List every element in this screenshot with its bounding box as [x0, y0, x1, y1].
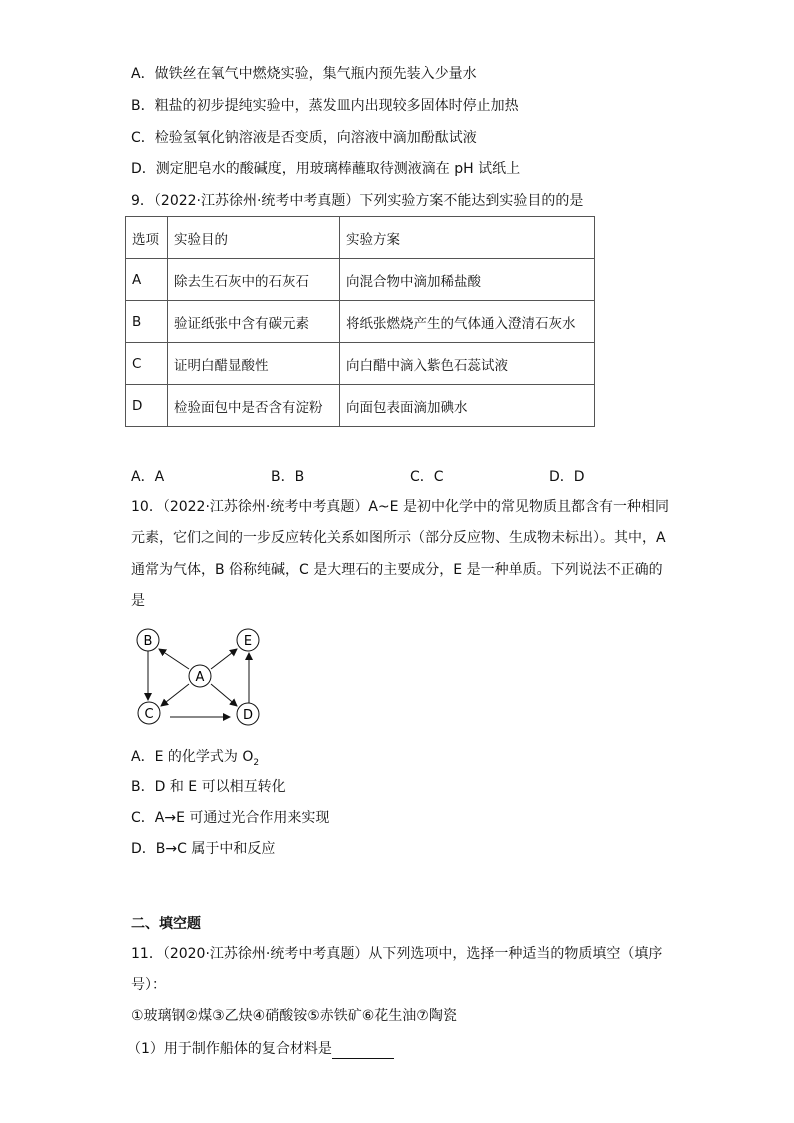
q11-sub-question-1	[127, 1039, 394, 1059]
table-cell: 向面包表面滴加碘水	[340, 385, 595, 427]
node-e-label: E	[243, 634, 253, 649]
q8-option-c: C．检验氢氧化钠溶液是否变质，向溶液中滴加酚酞试液	[131, 130, 477, 146]
table-cell: 除去生石灰中的石灰石	[168, 259, 340, 301]
section-title: 二、填空题	[131, 916, 201, 932]
q11-sub-question-1-text: （1）用于制作船体的复合材料是	[127, 1041, 332, 1057]
table-cell: 向白醋中滴入紫色石蕊试液	[340, 343, 595, 385]
node-c	[138, 702, 160, 724]
arrow-a-to-c	[161, 684, 189, 706]
q10-stem-line-2: 元素，它们之间的一步反应转化关系如图所示（部分反应物、生成物未标出）。其中，A	[131, 530, 666, 546]
table-header-cell: 实验目的	[168, 217, 340, 259]
node-d-label: D	[242, 708, 254, 723]
q9-option-c: C．C	[410, 469, 444, 485]
table-cell: 验证纸张中含有碳元素	[168, 301, 340, 343]
table-cell: 证明白醋显酸性	[168, 343, 340, 385]
conversion-diagram	[130, 620, 270, 730]
q10-stem-line-1: 10．（2022·江苏徐州·统考中考真题）A~E 是初中化学中的常见物质且都含有一种相同	[131, 499, 669, 515]
table-row	[126, 385, 595, 427]
node-a	[189, 665, 211, 687]
table-cell: 向混合物中滴加稀盐酸	[340, 259, 595, 301]
table-row	[126, 301, 595, 343]
table-row	[126, 343, 595, 385]
q11-choices: ①玻璃钢②煤③乙炔④硝酸铵⑤赤铁矿⑥花生油⑦陶瓷	[131, 1008, 457, 1024]
arrow-a-to-b	[159, 649, 189, 669]
q11-stem-line-2: 号）：	[131, 977, 166, 993]
table-cell: B	[126, 301, 168, 343]
q9-option-a: A．A	[131, 469, 165, 485]
q9-option-b: B．B	[271, 469, 305, 485]
node-a-label: A	[195, 670, 205, 685]
q10-option-d: D．B→C 属于中和反应	[131, 841, 276, 857]
q9-stem: 9．（2022·江苏徐州·统考中考真题）下列实验方案不能达到实验目的的是	[131, 193, 584, 209]
q10-option-c: C．A→E 可通过光合作用来实现	[131, 810, 330, 826]
q9-table	[125, 216, 595, 427]
q8-option-a: A．做铁丝在氧气中燃烧实验，集气瓶内预先装入少量水	[131, 66, 477, 82]
q9-option-d: D．D	[549, 469, 585, 485]
arrow-a-to-e	[211, 649, 237, 669]
q10-stem-line-4: 是	[131, 593, 145, 609]
table-cell: C	[126, 343, 168, 385]
table-header-cell: 选项	[126, 217, 168, 259]
node-e	[237, 629, 259, 651]
table-cell: A	[126, 259, 168, 301]
node-c-label: C	[144, 707, 154, 722]
q8-option-d: D．测定肥皂水的酸碱度，用玻璃棒蘸取待测液滴在 pH 试纸上	[131, 161, 521, 177]
q10-option-b: B．D 和 E 可以相互转化	[131, 779, 286, 795]
table-header-row	[126, 217, 595, 259]
node-d	[237, 703, 259, 725]
arrow-a-to-d	[211, 684, 237, 706]
q10-option-a	[131, 747, 259, 773]
answer-blank[interactable]	[332, 1042, 394, 1059]
table-cell: D	[126, 385, 168, 427]
node-b	[137, 629, 159, 651]
table-header-cell: 实验方案	[340, 217, 595, 259]
q11-stem-line-1: 11．（2020·江苏徐州·统考中考真题）从下列选项中，选择一种适当的物质填空（填序	[131, 946, 663, 962]
table-cell: 检验面包中是否含有淀粉	[168, 385, 340, 427]
q10-option-a-subscript: 2	[253, 757, 260, 768]
node-b-label: B	[143, 634, 153, 649]
q10-stem-line-3: 通常为气体，B 俗称纯碱，C 是大理石的主要成分，E 是一种单质。下列说法不正确的	[131, 562, 663, 578]
table-cell: 将纸张燃烧产生的气体通入澄清石灰水	[340, 301, 595, 343]
q10-option-a-text: A．E 的化学式为 O	[131, 749, 254, 765]
q8-option-b: B．粗盐的初步提纯实验中，蒸发皿内出现较多固体时停止加热	[131, 98, 519, 114]
table-row	[126, 259, 595, 301]
